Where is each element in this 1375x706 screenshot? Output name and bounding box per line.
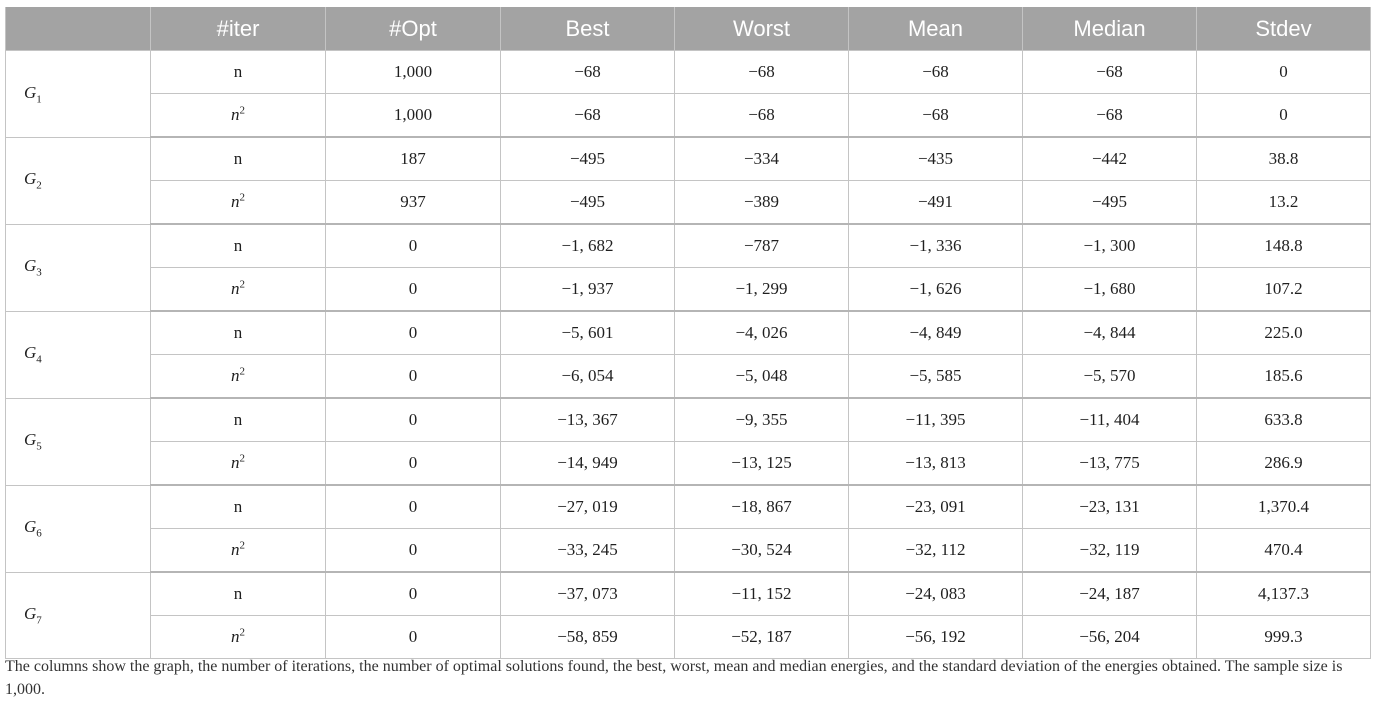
median-cell: −1, 300 [1023, 224, 1197, 268]
stdev-cell: 13.2 [1197, 181, 1371, 225]
table-row [6, 616, 1371, 659]
best-cell: −37, 073 [501, 572, 675, 616]
iter-cell: $n^2$ [151, 94, 326, 138]
stdev-cell: 633.8 [1197, 398, 1371, 442]
iter-cell: $n^2$ [151, 529, 326, 573]
table-body [6, 51, 1371, 659]
iter-cell: $n^2$ [151, 268, 326, 312]
worst-cell: −30, 524 [675, 529, 849, 573]
stdev-cell: 0 [1197, 94, 1371, 138]
header-opt: #Opt [326, 7, 501, 51]
table-row [6, 311, 1371, 355]
stdev-cell: 1,370.4 [1197, 485, 1371, 529]
stdev-cell: 148.8 [1197, 224, 1371, 268]
results-table [5, 7, 1371, 659]
worst-cell: −9, 355 [675, 398, 849, 442]
iter-cell: n [151, 311, 326, 355]
graph-label: $G_1$ [6, 51, 151, 138]
iter-cell: $n^2$ [151, 181, 326, 225]
median-cell: −4, 844 [1023, 311, 1197, 355]
table-row [6, 529, 1371, 573]
mean-cell: −56, 192 [849, 616, 1023, 659]
iter-cell: n [151, 398, 326, 442]
table-row [6, 94, 1371, 138]
header-stdev: Stdev [1197, 7, 1371, 51]
median-cell: −13, 775 [1023, 442, 1197, 486]
mean-cell: −1, 336 [849, 224, 1023, 268]
header-best: Best [501, 7, 675, 51]
graph-label: $G_6$ [6, 485, 151, 572]
worst-cell: −389 [675, 181, 849, 225]
best-cell: −14, 949 [501, 442, 675, 486]
best-cell: −58, 859 [501, 616, 675, 659]
mean-cell: −491 [849, 181, 1023, 225]
opt-cell: 0 [326, 485, 501, 529]
header-worst: Worst [675, 7, 849, 51]
stdev-cell: 185.6 [1197, 355, 1371, 399]
opt-cell: 0 [326, 268, 501, 312]
best-cell: −13, 367 [501, 398, 675, 442]
stdev-cell: 4,137.3 [1197, 572, 1371, 616]
median-cell: −68 [1023, 94, 1197, 138]
iter-cell: $n^2$ [151, 616, 326, 659]
table-footnote: The columns show the graph, the number of iterations, the number of optimal solutions found, the best, worst, mean and median energies, and the standard deviation of the energies obtained. The sample size is 1,000. [5, 658, 1343, 698]
best-cell: −68 [501, 94, 675, 138]
worst-cell: −52, 187 [675, 616, 849, 659]
best-cell: −495 [501, 137, 675, 181]
opt-cell: 1,000 [326, 51, 501, 94]
best-cell: −6, 054 [501, 355, 675, 399]
header-row [6, 7, 1371, 51]
stdev-cell: 470.4 [1197, 529, 1371, 573]
opt-cell: 0 [326, 442, 501, 486]
mean-cell: −68 [849, 51, 1023, 94]
iter-cell: $n^2$ [151, 442, 326, 486]
opt-cell: 0 [326, 572, 501, 616]
mean-cell: −24, 083 [849, 572, 1023, 616]
worst-cell: −11, 152 [675, 572, 849, 616]
graph-label: $G_5$ [6, 398, 151, 485]
mean-cell: −435 [849, 137, 1023, 181]
opt-cell: 187 [326, 137, 501, 181]
table-row [6, 268, 1371, 312]
opt-cell: 0 [326, 616, 501, 659]
opt-cell: 0 [326, 398, 501, 442]
opt-cell: 0 [326, 529, 501, 573]
header-mean: Mean [849, 7, 1023, 51]
median-cell: −56, 204 [1023, 616, 1197, 659]
median-cell: −23, 131 [1023, 485, 1197, 529]
worst-cell: −68 [675, 51, 849, 94]
median-cell: −11, 404 [1023, 398, 1197, 442]
iter-cell: n [151, 137, 326, 181]
worst-cell: −18, 867 [675, 485, 849, 529]
iter-cell: $n^2$ [151, 355, 326, 399]
opt-cell: 0 [326, 224, 501, 268]
mean-cell: −13, 813 [849, 442, 1023, 486]
header-graph [6, 7, 151, 51]
results-table-container [5, 7, 1370, 659]
table-row [6, 442, 1371, 486]
best-cell: −1, 937 [501, 268, 675, 312]
graph-label: $G_7$ [6, 572, 151, 659]
mean-cell: −32, 112 [849, 529, 1023, 573]
worst-cell: −68 [675, 94, 849, 138]
table-row [6, 572, 1371, 616]
header-iter: #iter [151, 7, 326, 51]
median-cell: −68 [1023, 51, 1197, 94]
best-cell: −33, 245 [501, 529, 675, 573]
graph-label: $G_3$ [6, 224, 151, 311]
table-row [6, 355, 1371, 399]
table-row [6, 224, 1371, 268]
table-row [6, 398, 1371, 442]
worst-cell: −334 [675, 137, 849, 181]
stdev-cell: 999.3 [1197, 616, 1371, 659]
worst-cell: −787 [675, 224, 849, 268]
median-cell: −32, 119 [1023, 529, 1197, 573]
mean-cell: −11, 395 [849, 398, 1023, 442]
median-cell: −442 [1023, 137, 1197, 181]
best-cell: −68 [501, 51, 675, 94]
header-median: Median [1023, 7, 1197, 51]
mean-cell: −1, 626 [849, 268, 1023, 312]
iter-cell: n [151, 485, 326, 529]
stdev-cell: 225.0 [1197, 311, 1371, 355]
median-cell: −495 [1023, 181, 1197, 225]
median-cell: −1, 680 [1023, 268, 1197, 312]
worst-cell: −4, 026 [675, 311, 849, 355]
best-cell: −495 [501, 181, 675, 225]
stdev-cell: 286.9 [1197, 442, 1371, 486]
median-cell: −5, 570 [1023, 355, 1197, 399]
opt-cell: 0 [326, 355, 501, 399]
mean-cell: −68 [849, 94, 1023, 138]
mean-cell: −4, 849 [849, 311, 1023, 355]
stdev-cell: 38.8 [1197, 137, 1371, 181]
stdev-cell: 107.2 [1197, 268, 1371, 312]
graph-label: $G_2$ [6, 137, 151, 224]
mean-cell: −5, 585 [849, 355, 1023, 399]
iter-cell: n [151, 51, 326, 94]
opt-cell: 0 [326, 311, 501, 355]
graph-label: $G_4$ [6, 311, 151, 398]
table-row [6, 137, 1371, 181]
table-row [6, 51, 1371, 94]
median-cell: −24, 187 [1023, 572, 1197, 616]
iter-cell: n [151, 224, 326, 268]
opt-cell: 1,000 [326, 94, 501, 138]
iter-cell: n [151, 572, 326, 616]
worst-cell: −5, 048 [675, 355, 849, 399]
best-cell: −27, 019 [501, 485, 675, 529]
table-row [6, 485, 1371, 529]
best-cell: −1, 682 [501, 224, 675, 268]
table-row [6, 181, 1371, 225]
stdev-cell: 0 [1197, 51, 1371, 94]
best-cell: −5, 601 [501, 311, 675, 355]
mean-cell: −23, 091 [849, 485, 1023, 529]
worst-cell: −13, 125 [675, 442, 849, 486]
worst-cell: −1, 299 [675, 268, 849, 312]
opt-cell: 937 [326, 181, 501, 225]
